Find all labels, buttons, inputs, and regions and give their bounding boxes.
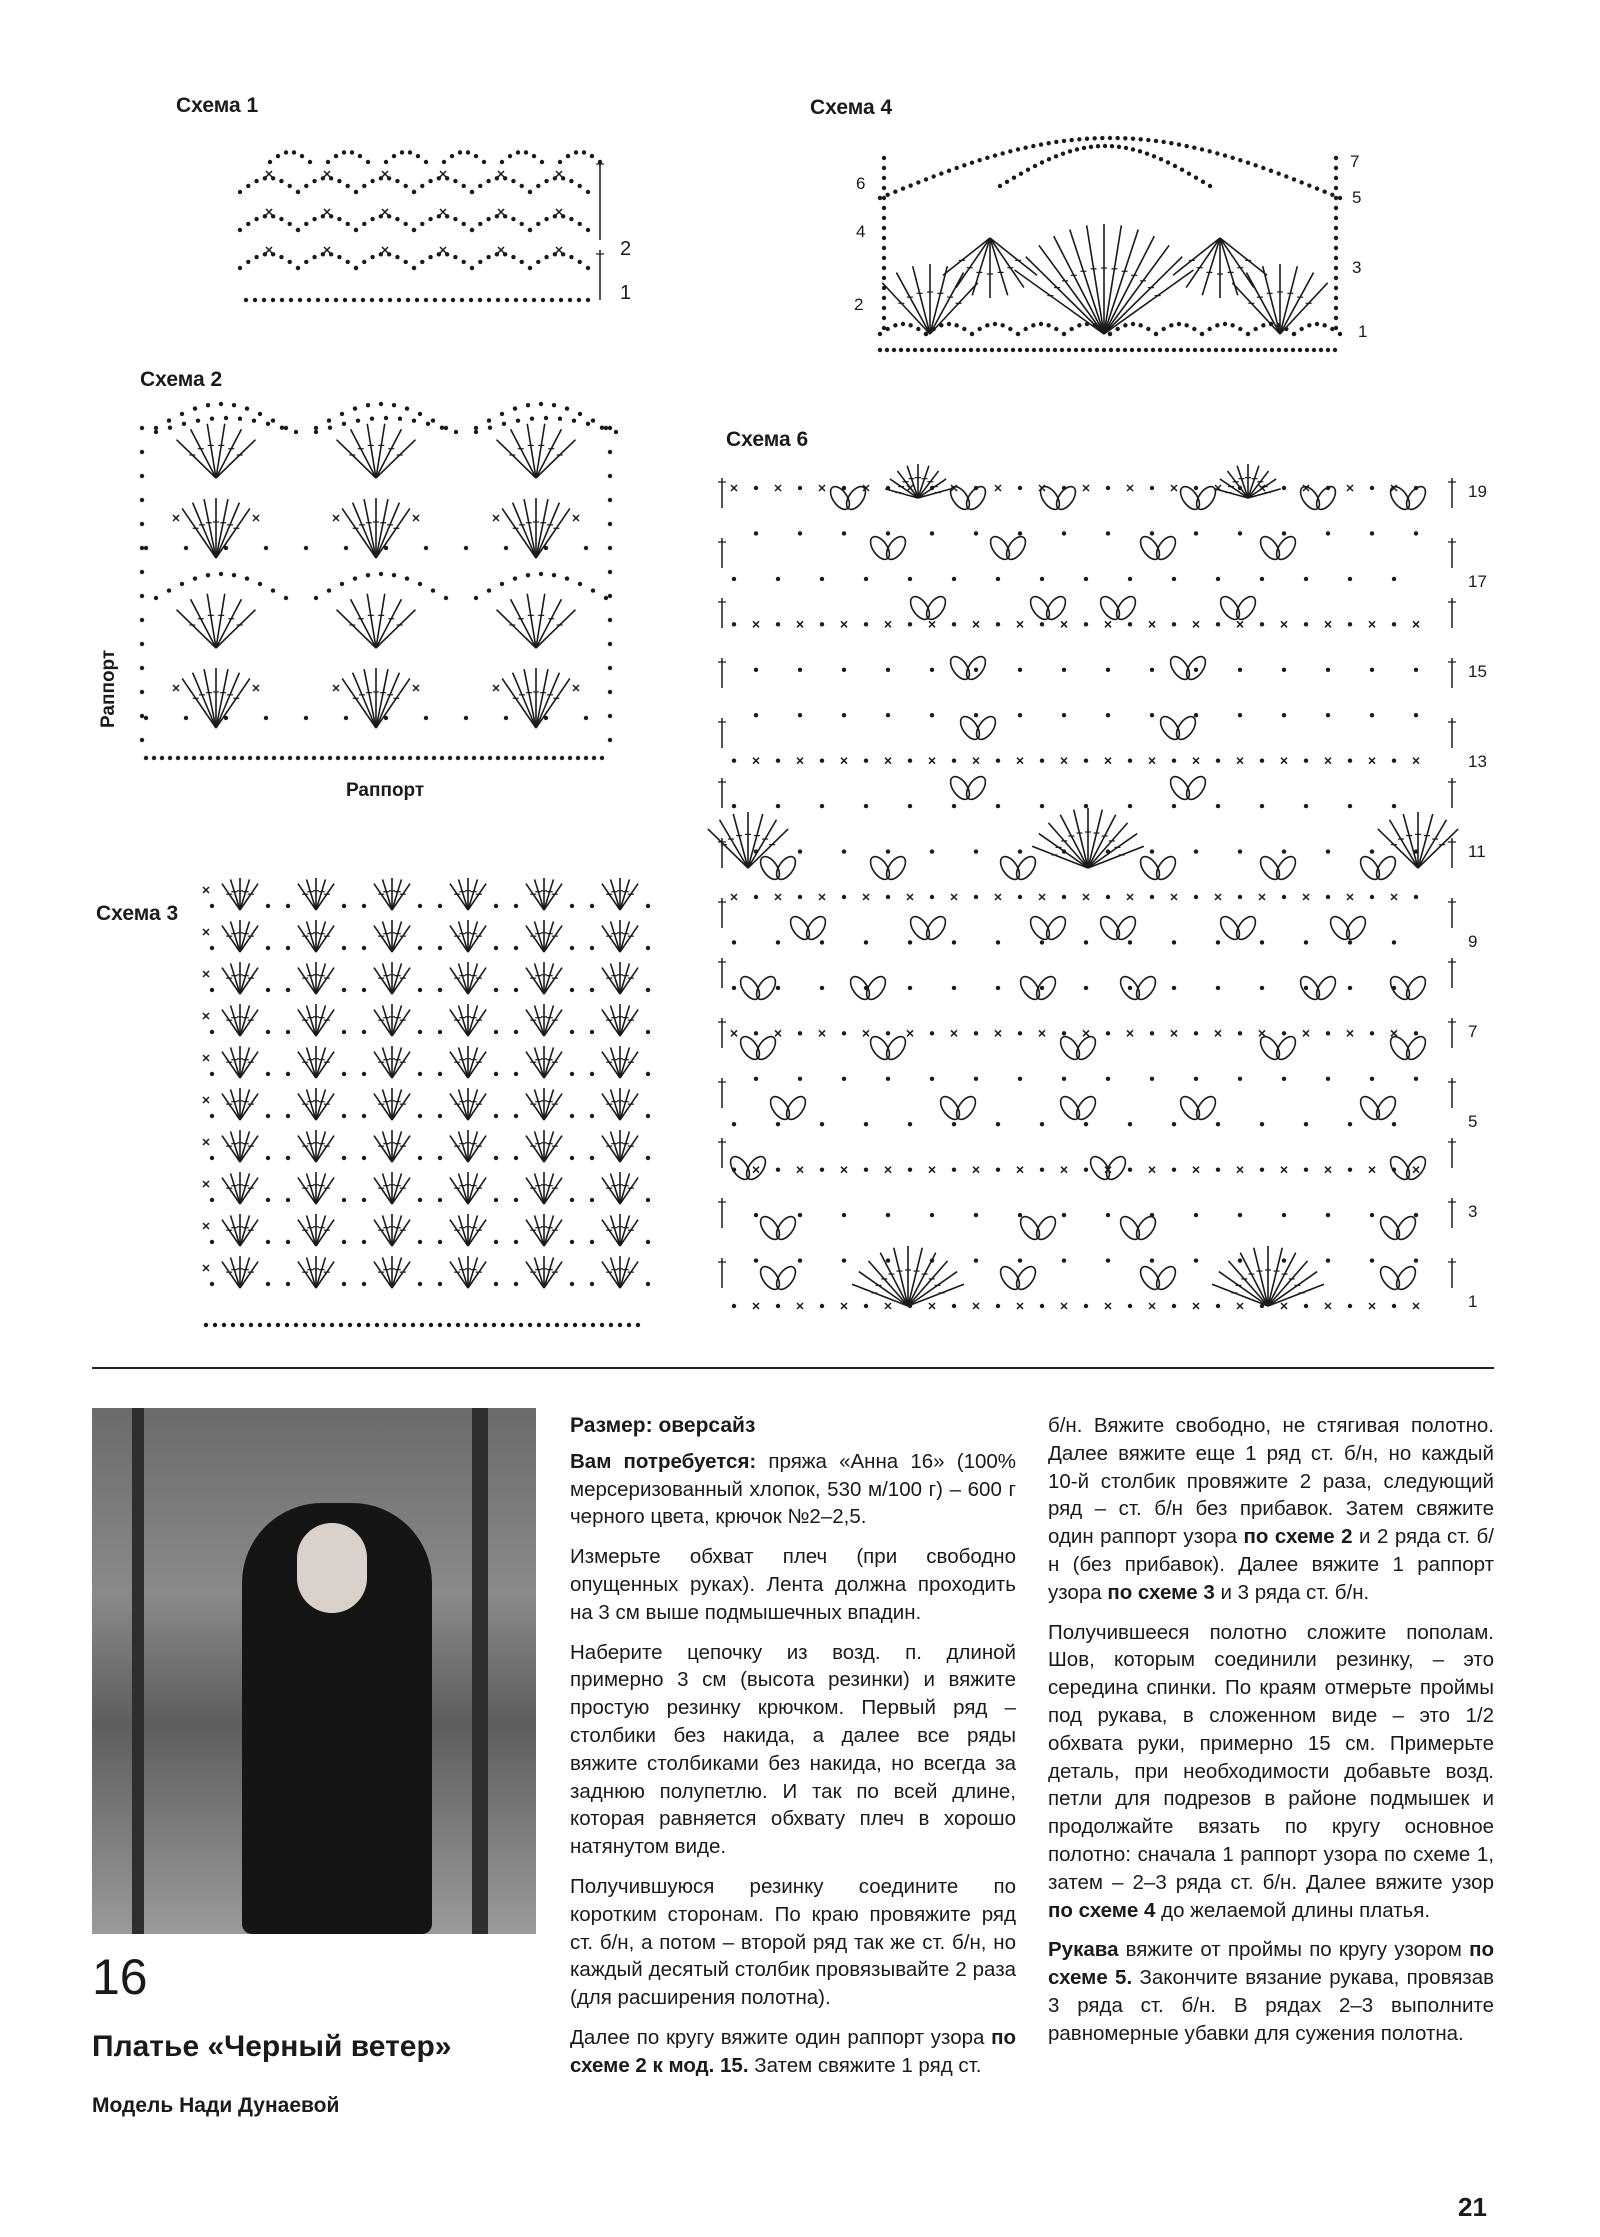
section-divider: [92, 1367, 1494, 1369]
page-number: 21: [1458, 2192, 1487, 2222]
p7-text-d: Закончите вязание рукава, провязав 3 ряда ст. б/н. В рядах 2–3 выполните равномерные убавки для сужения полотна.: [1048, 1966, 1494, 2045]
p4-text-a: Далее по кругу вяжите один раппорт узора: [570, 2025, 992, 2049]
scheme-2-chart: [136, 418, 622, 778]
instructions-column-2: [1048, 1412, 1494, 2060]
scheme-4-row-7: 7: [1350, 152, 1360, 171]
paragraph-5: [1048, 1412, 1494, 1607]
p5-text-e: и 3 ряда ст. б/н.: [1214, 1580, 1370, 1604]
scheme-4-title: Схема 4: [810, 96, 893, 119]
scheme-4-row-3: 3: [1352, 258, 1362, 277]
scheme-6-row-label: 7: [1468, 1022, 1478, 1041]
scheme-1-row-2: 2: [620, 238, 632, 260]
paragraph-2: Наберите цепочку из возд. п. длиной примерно 3 см (высота резинки) и вяжите простую резинку крючком. Первый ряд – столбики без накида, а далее все ряды вяжите столбиками без накида, но всегда за заднюю полупетлю. И так по всей длине, которая равняется обхвату плеч в хорошо натянутом виде.: [570, 1640, 1016, 1859]
paragraph-6: [1048, 1619, 1494, 1925]
paragraph-4: [570, 2024, 1016, 2080]
scheme-6-row-label: 13: [1468, 752, 1487, 771]
scheme-6-row-label: 9: [1468, 932, 1478, 951]
model-title: Платье «Черный ветер»: [92, 2030, 452, 2063]
scheme-6-row-label: 15: [1468, 662, 1487, 681]
size-line: Размер: оверсайз: [570, 1414, 756, 1437]
p6-bold: по схеме 4: [1048, 1898, 1156, 1922]
p5-text-a: б/н. Вяжите свободно, не стягивая полотно. Далее вяжите еще 1 ряд ст. б/н, но каждый 10-й столбик провяжите 2 раза, следующий ряд – ст. б/н без прибавок. Затем свяжите один раппорт узора: [1048, 1414, 1494, 1549]
p5-text-c: и 2 ряда ст. б/н (без прибавок). Далее вяжите 1 раппорт узора: [1048, 1525, 1494, 1604]
scheme-4-row-4: 4: [856, 222, 866, 241]
scheme-6-row-label: 11: [1468, 842, 1486, 861]
scheme-3-chart: [200, 870, 666, 1330]
model-photo: [92, 1408, 536, 1934]
scheme-6-row-label: 5: [1468, 1112, 1478, 1131]
scheme-4-row-5: 5: [1352, 188, 1362, 207]
materials-label: Вам потребуется:: [570, 1449, 757, 1473]
scheme-3-title: Схема 3: [96, 902, 179, 925]
p5-bold-b: по схеме 2: [1243, 1525, 1353, 1549]
model-author: Модель Нади Дунаевой: [92, 2094, 340, 2117]
p7-bold-a: Рукава: [1048, 1938, 1119, 1962]
p5-bold-d: по схеме 3: [1107, 1580, 1215, 1604]
scheme-2-rapport-horizontal: Раппорт: [346, 780, 425, 801]
model-number: 16: [92, 1949, 148, 2005]
scheme-6-row-label: 17: [1468, 572, 1487, 591]
scheme-2-rapport-vertical: Раппорт: [98, 649, 119, 728]
scheme-6-title: Схема 6: [726, 428, 809, 451]
p7-bold-c: по схеме 5.: [1048, 1938, 1494, 1990]
scheme-1-chart: [240, 140, 620, 310]
scheme-6-chart: [718, 468, 1458, 1328]
paragraph-1: Измерьте обхват плеч (при свободно опущенных руках). Лента должна проходить на 3 см выше подмышечных впадин.: [570, 1545, 1016, 1624]
scheme-6-row-label: 1: [1468, 1292, 1478, 1311]
scheme-2-title: Схема 2: [140, 368, 223, 391]
scheme-1-row-1: 1: [620, 282, 632, 304]
scheme-4-row-2: 2: [854, 295, 864, 314]
scheme-6-row-label: 19: [1468, 482, 1487, 501]
p6-text-a: Получившееся полотно сложите пополам. Шов, которым соединили резинку, – это середина спинки. По краям отмерьте проймы под рукава, в сложенном виде – это 1/2 обхвата руки, примерно 15 см. Примерьте деталь, при необходимости добавьте возд. петли для подрезов в районе подмышек и продолжайте вязать по кругу основное полотно: сначала 1 раппорт узора по схеме 1, затем – 2–3 ряда ст. б/н. Далее вяжите узор: [1048, 1620, 1494, 1894]
materials-text: пряжа «Анна 16» (100% мерсеризованный хлопок, 530 м/100 г) – 600 г черного цвета, крючок №2–2,5.: [570, 1449, 1016, 1529]
scheme-4-row-6: 6: [856, 174, 866, 193]
scheme-4-row-1: 1: [1358, 322, 1368, 341]
materials-paragraph: [570, 1448, 1016, 1531]
instructions-column-1: [570, 1412, 1016, 2092]
paragraph-7: [1048, 1936, 1494, 2047]
p6-text-c: до желаемой длины платья.: [1155, 1898, 1431, 1922]
scheme-6-row-label: 3: [1468, 1202, 1478, 1221]
paragraph-3: Получившуюся резинку соедините по коротким сторонам. По краю провяжите ряд ст. б/н, а потом – второй ряд так же ст. б/н, но каждый десятый столбик провязывайте 2 раза (для расширения полотна).: [570, 1874, 1016, 2010]
p7-text-b: вяжите от проймы по кругу узором: [1118, 1938, 1470, 1962]
scheme-1-title: Схема 1: [176, 94, 259, 117]
p4-bold: по схеме 2 к мод. 15.: [570, 2025, 1016, 2077]
p4-text-c: Затем свяжите 1 ряд ст.: [748, 2053, 982, 2077]
scheme-4-chart: [870, 138, 1350, 358]
